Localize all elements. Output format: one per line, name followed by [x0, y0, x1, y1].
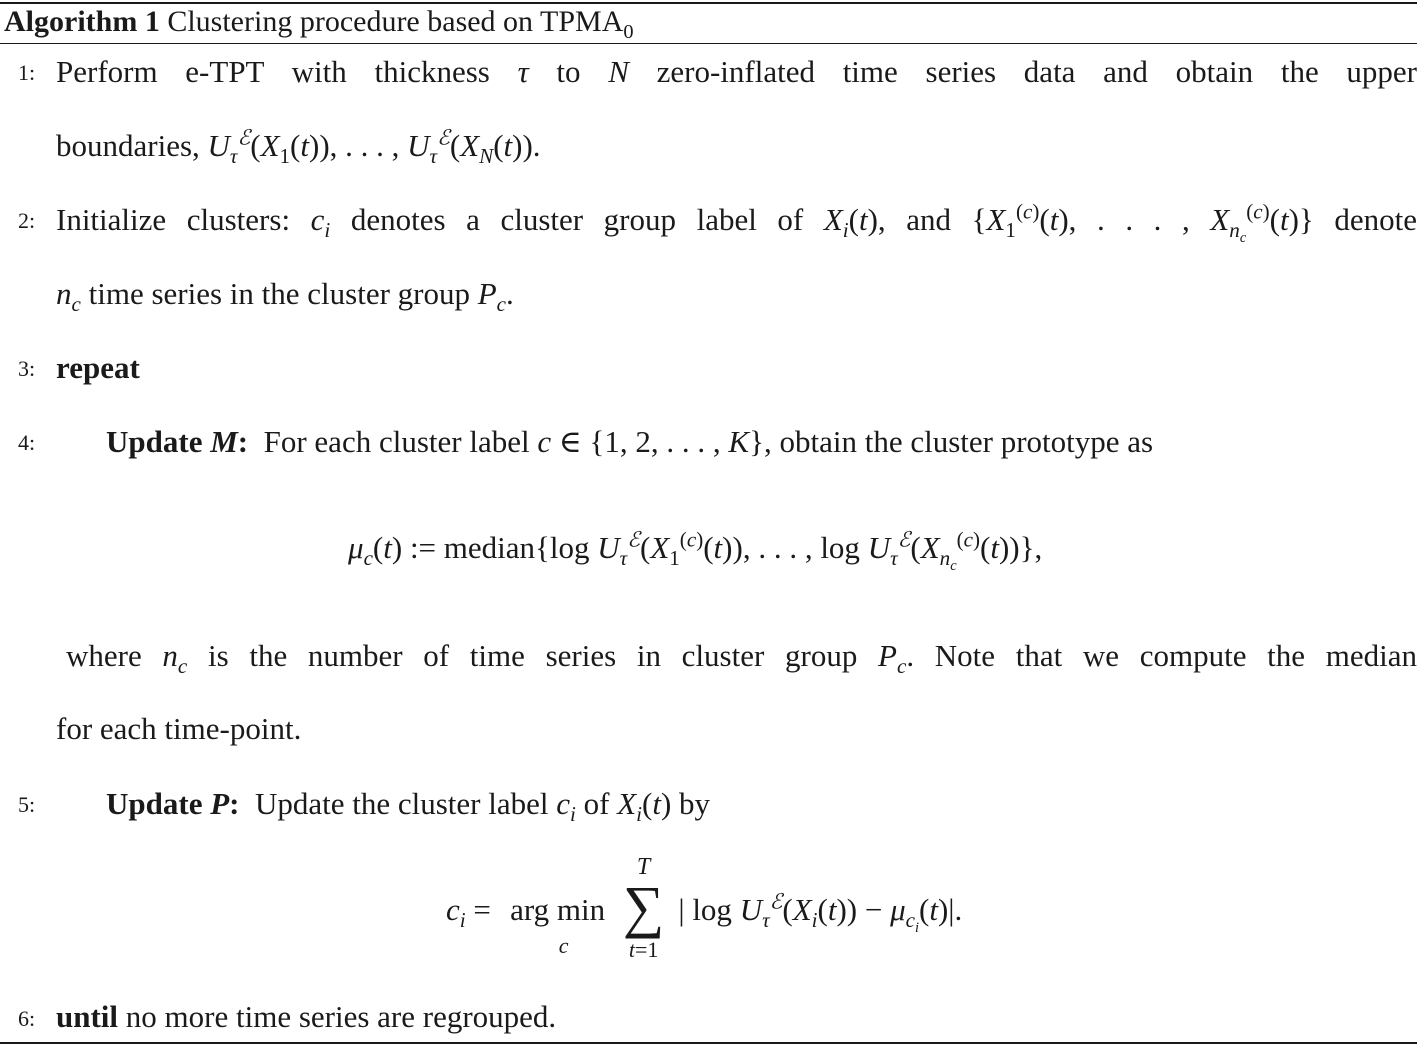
caption-rule — [0, 43, 1417, 44]
algorithm-caption — [4, 4, 634, 43]
step-3-line — [56, 348, 140, 388]
step-4-note-line-1: where $n_c$ is the number of time series in cluster group $P_c$. Note that we compute the median — [66, 638, 1417, 679]
until-condition: no more time series are regrouped. — [125, 999, 557, 1034]
step-1-line-2: boundaries, $U_\tau^ℰ(X_1(t))$, . . . , $U_\tau^ℰ(X_N(t))$. — [56, 124, 541, 169]
step-2-line-2: $n_c$ time series in the cluster group $P_c$. — [56, 276, 514, 317]
step-1-line-1: Perform e-TPT with thickness τ to N zero-inflated time series data and obtain the upper — [56, 54, 1417, 89]
bottom-rule — [0, 1042, 1417, 1044]
algorithm-title: Clustering procedure based on — [167, 5, 534, 38]
step-5-number: 5: — [18, 792, 36, 817]
step-4-equation: $\mu_c(t)$ := median{log $U_\tau^ℰ(X_1^{(c)}(t))$, . . . , $\log U_\tau^ℰ(X_{n_c}^{(c)}(t))$}, — [348, 526, 1043, 575]
step-3-number: 3: — [18, 356, 36, 381]
algorithm-label: Algorithm 1 — [4, 5, 160, 38]
step-5-equation: $c_i$ = arg min c T ∑ t=1 | $\log U_\tau^ℰ(X_i(t)) - \mu_{c_i}(t)|$. — [446, 855, 962, 965]
summation-symbol: T ∑ t=1 — [622, 854, 665, 962]
repeat-keyword: repeat — [56, 350, 140, 385]
step-4-note-line-2: for each time-point. — [56, 711, 302, 746]
until-keyword: until — [56, 999, 119, 1034]
step-4-number: 4: — [18, 430, 36, 455]
step-6-number: 6: — [18, 1006, 36, 1031]
algorithm-name: $TPMA_0$ — [540, 5, 634, 43]
step-2-line-1: Initialize clusters: $c_i$ denotes a cluster group label of $X_i(t)$, and {$X_1^{(c)}(t)$, . . . , $X_{n_c}^{(c)}(t)$} denote — [56, 199, 1417, 247]
step-5-line-1: Update P: Update the cluster label $c_i$ of $X_i(t)$ by — [106, 786, 711, 827]
step-6-line — [56, 997, 556, 1037]
step-4-line-1: Update M: For each cluster label c ∈ {1, 2, . . . , K}, obtain the cluster prototype as — [106, 424, 1154, 459]
argmin-operator: arg min c — [510, 892, 606, 958]
step-2-number: 2: — [18, 208, 36, 233]
step-1-number: 1: — [18, 60, 36, 85]
